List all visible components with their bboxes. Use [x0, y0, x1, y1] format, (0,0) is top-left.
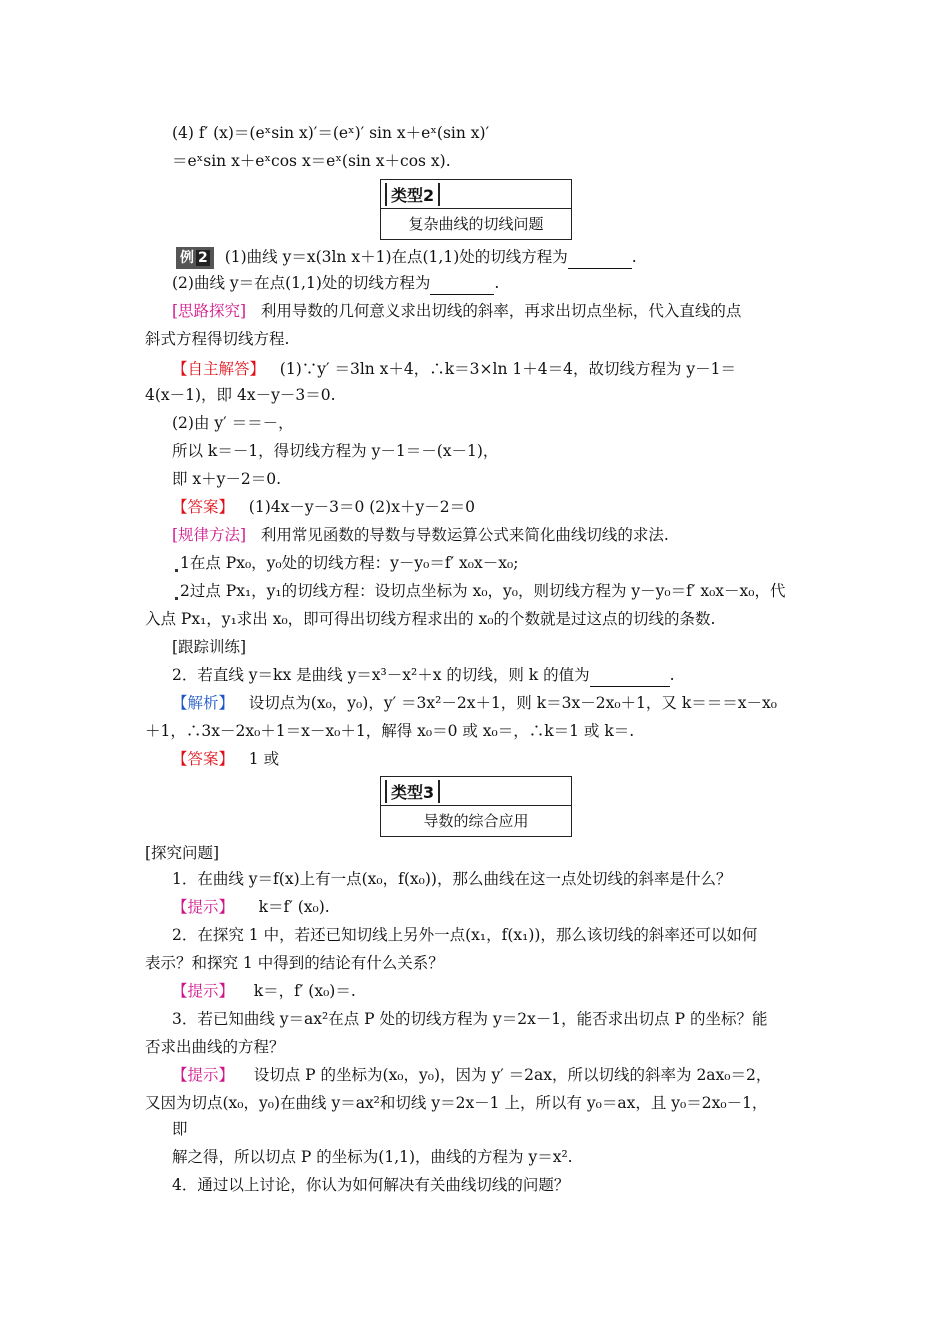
- answer-line: [172, 496, 475, 518]
- text-line: (4) f′ (x)＝(eˣsin x)′＝(eˣ)′ sin x＋eˣ(sin x)′: [172, 124, 490, 142]
- guilv-line: [172, 524, 669, 546]
- text-line: 即: [172, 1120, 188, 1138]
- text: 2．若直线 y＝kx 是曲线 y＝x³－x²＋x 的切线，则 k 的值为: [172, 666, 590, 684]
- text-line: 1．在曲线 y＝f(x)上有一点(x₀，f(x₀))，那么曲线在这一点处切线的斜率是什么？: [172, 870, 732, 888]
- text-line: 入点 Px₁，y₁求出 x₀，即可得出切线方程求出的 x₀的个数就是过这点的切线的条数.: [145, 610, 716, 628]
- zizhu-line: [172, 358, 736, 380]
- period: .: [669, 666, 675, 684]
- text-line: [跟踪训练]: [172, 638, 247, 656]
- text-line: 解之得，所以切点 P 的坐标为(1,1)，曲线的方程为 y＝x².: [172, 1148, 573, 1166]
- type-header-3: [380, 776, 572, 837]
- example-line: [176, 246, 637, 269]
- text: (1)∵y′ ＝3ln x＋4，∴k＝3×ln 1＋4＝4，故切线方程为 y－1＝: [279, 360, 737, 378]
- answer-blank: [568, 246, 632, 269]
- jiexi-line: [172, 692, 777, 714]
- text: 设切点为(x₀，y₀)，y′ ＝3x²－2x＋1，则 k＝3x－2x₀＋1，又 k＝＝＝x－x₀: [248, 694, 777, 712]
- text-line: ＝eˣsin x＋eˣcos x＝eˣ(sin x＋cos x).: [172, 152, 451, 170]
- tishi-line: [172, 980, 356, 1002]
- text-line: 4(x－1)，即 4x－y－3＝0.: [145, 386, 336, 404]
- type-tag: 类型2: [391, 183, 440, 206]
- example-badge: 例 2: [176, 247, 214, 269]
- answer-label: 【答案】: [172, 498, 235, 516]
- zizhu-label: 【自主解答】: [172, 360, 266, 378]
- text: (1)4x－y－3＝0 (2)x＋y－2＝0: [248, 498, 475, 516]
- answer-blank: [590, 664, 670, 687]
- text-line: 即 x＋y－2＝0.: [172, 470, 282, 488]
- example-text: (1)曲线 y＝x(3ln x＋1)在点(1,1)处的切线方程为: [224, 248, 568, 266]
- example-text: (2)曲线 y＝在点(1,1)处的切线方程为: [172, 274, 431, 292]
- text-line: 2过点 Px₁，y₁的切线方程：设切点坐标为 x₀，y₀，则切线方程为 y－y₀＝f′ x₀x－x₀，代: [180, 582, 786, 600]
- text-line: 所以 k＝－1，得切线方程为 y－1＝－(x－1)，: [172, 442, 499, 460]
- text-line: 否求出曲线的方程？: [145, 1038, 285, 1056]
- text-line: (2)由 y′ ＝＝－，: [172, 414, 294, 432]
- text-line: 又因为切点(x₀，y₀)在曲线 y＝ax²和切线 y＝2x－1 上，所以有 y₀＝ax，且 y₀＝2x₀－1，: [145, 1094, 768, 1112]
- tishi-label: 【提示】: [172, 982, 235, 1000]
- text: 1 或: [248, 750, 280, 768]
- text-line: 1在点 Px₀，y₀处的切线方程：y－y₀＝f′ x₀x－x₀;: [180, 554, 519, 572]
- type-header-2: [380, 179, 572, 240]
- bullet-dot: [175, 597, 178, 600]
- guilv-label: [规律方法]: [172, 526, 247, 544]
- type-title: 导数的综合应用: [423, 812, 529, 830]
- text-line: [探究问题]: [145, 844, 220, 862]
- bullet-dot: [175, 569, 178, 572]
- type-tag: 类型3: [391, 780, 440, 803]
- text: k＝，f′ (x₀)＝.: [253, 982, 356, 1000]
- text-line: 3．若已知曲线 y＝ax²在点 P 处的切线方程为 y＝2x－1，能否求出切点 P 的坐标？能: [172, 1010, 768, 1028]
- text: k＝f′ (x₀).: [258, 898, 330, 916]
- text-line: 斜式方程得切线方程.: [145, 330, 290, 348]
- question-line: [172, 664, 675, 687]
- text-line: 4．通过以上讨论，你认为如何解决有关曲线切线的问题？: [172, 1176, 570, 1194]
- tishi-line: [172, 1064, 771, 1086]
- text: 利用导数的几何意义求出切线的斜率，再求出切点坐标，代入直线的点: [260, 302, 742, 320]
- answer-line: [172, 748, 279, 770]
- tishi-label: 【提示】: [172, 898, 235, 916]
- jiexi-label: 【解析】: [172, 694, 235, 712]
- period: .: [494, 274, 500, 292]
- answer-label: 【答案】: [172, 750, 235, 768]
- tishi-label: 【提示】: [172, 1066, 235, 1084]
- text-line: 2．在探究 1 中，若还已知切线上另外一点(x₁，f(x₁))，那么该切线的斜率还可以如何: [172, 926, 758, 944]
- silu-line: [172, 300, 741, 322]
- example-line: [172, 272, 499, 295]
- answer-blank: [430, 272, 494, 295]
- text: 设切点 P 的坐标为(x₀，y₀)，因为 y′ ＝2ax，所以切线的斜率为 2ax₀＝2，: [253, 1066, 772, 1084]
- silu-label: [思路探究]: [172, 302, 247, 320]
- period: .: [631, 248, 637, 266]
- tishi-line: [172, 896, 330, 918]
- text-line: 表示？和探究 1 中得到的结论有什么关系？: [145, 954, 444, 972]
- type-title: 复杂曲线的切线问题: [408, 215, 544, 233]
- text: 利用常见函数的导数与导数运算公式来简化曲线切线的求法.: [260, 526, 669, 544]
- text-line: ＋1，∴3x－2x₀＋1＝x－x₀＋1，解得 x₀＝0 或 x₀＝，∴k＝1 或 k＝.: [145, 722, 635, 740]
